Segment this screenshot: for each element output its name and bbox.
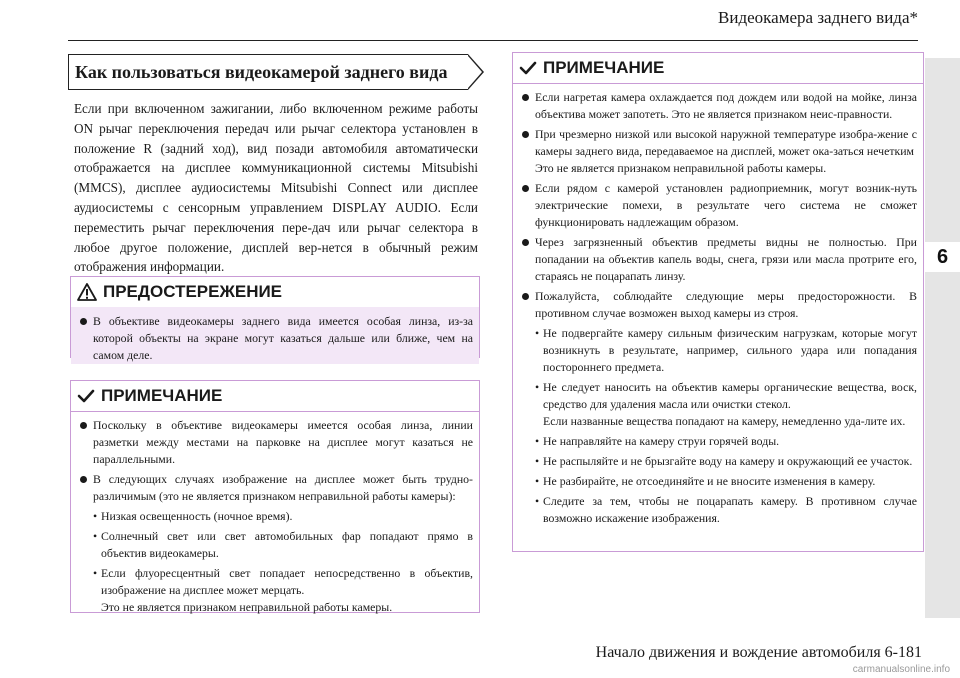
note-left-sub-3: • Если флуоресцентный свет попадает непосредственно в объектив, изображение на дисплее может мерцать. xyxy=(77,565,473,599)
check-note-icon xyxy=(77,389,95,403)
note-right-item-5: Пожалуйста, соблюдайте следующие меры предосторожности. В противном случае возможен выход камеры из строя. xyxy=(519,288,917,322)
intro-paragraph: Если при включенном зажигании, либо включенном режиме работы ON рычаг переключения передач или рычаг селектора установлен в положение R (задний ход), вид позади автомобиля автоматически отображается на дисплее коммуникационной системы Mitsubishi (MMCS), дисплее аудиосистемы Mitsubishi Connect или дисплее аудиосистемы с сенсорным управлением DISPLAY AUDIO. Если переместить рычаг переключения пере-дач или рычаг селектора в любое другое положение, дисплей вер-нется в обычный режим отображения информации. xyxy=(74,101,478,275)
note-left-sub-1: • Низкая освещенность (ночное время). xyxy=(77,508,473,525)
page-header-title: Видеокамера заднего вида* xyxy=(718,8,918,27)
note-right-item-1: Если нагретая камера охлаждается под дождем или водой на мойке, линза объектива может запотеть. Это не является признаком неис-правности. xyxy=(519,89,917,123)
note-box-left xyxy=(70,380,480,613)
note-right-sub-3: • Не направляйте на камеру струи горячей воды. xyxy=(519,433,917,450)
note-right-sub-5: • Не разбирайте, не отсоединяйте и не вносите изменения в камеру. xyxy=(519,473,917,490)
note-right-body xyxy=(513,84,923,527)
note-left-sub-2: • Солнечный свет или свет автомобильных фар попадают прямо в объектив видеокамеры. xyxy=(77,528,473,562)
note-left-sub-3-note: Это не является признаком неправильной работы камеры. xyxy=(101,600,393,614)
note-right-header xyxy=(513,53,923,80)
note-right-sub-6: • Следите за тем, чтобы не поцарапать камеру. В противном случае возможно искажение изображения. xyxy=(519,493,917,527)
note-right-item-4: Через загрязненный объектив предметы видны не полностью. При попадании на объектив капель воды, снега, грязи или масла протрите его, стараясь не поцарапать линзу. xyxy=(519,234,917,285)
note-right-item-2-note: Это не является признаком неправильной работы камеры. xyxy=(535,161,827,175)
note-left-body xyxy=(71,412,479,616)
section-heading-text: Как пользоваться видеокамерой заднего вида xyxy=(75,62,448,82)
note-right-item-3: Если рядом с камерой установлен радиоприемник, могут возник-нуть электрические помехи, в результате чего система не сможет функционировать надлежащим образом. xyxy=(519,180,917,231)
chapter-number: 6 xyxy=(925,242,960,272)
check-note-icon xyxy=(519,61,537,75)
note-right-sub-4: • Не распыляйте и не брызгайте воду на камеру и окружающий ее участок. xyxy=(519,453,917,470)
note-left-header xyxy=(71,381,479,408)
page-footer: Начало движения и вождение автомобиля 6-181 xyxy=(595,644,922,661)
note-right-sub-2: • Не следует наносить на объектив камеры органические вещества, воск, средство для удаления масла или очистки стекол. xyxy=(519,379,917,413)
caution-item: В объективе видеокамеры заднего вида имеется особая линза, из-за которой объекты на экране могут казаться дальше или ближе, чем на самом деле. xyxy=(77,313,473,364)
note-left-item-2: В следующих случаях изображение на дисплее может быть трудно-различимым (это не является признаком неправильной работы камеры): xyxy=(77,471,473,505)
chapter-side-tab xyxy=(925,58,960,618)
note-right-title: ПРИМЕЧАНИЕ xyxy=(543,58,665,77)
caution-header xyxy=(71,277,479,304)
note-right-sub-1: • Не подвергайте камеру сильным физическим нагрузкам, которые могут возникнуть в результате, например, сильного удара или попадания постороннего предмета. xyxy=(519,325,917,376)
header-divider xyxy=(68,40,918,41)
caution-body xyxy=(71,308,479,364)
note-box-right xyxy=(512,52,924,552)
note-right-sub-2-note: Если названные вещества попадают на камеру, немедленно уда-лите их. xyxy=(543,414,906,428)
section-heading xyxy=(68,54,468,90)
note-left-item-1: Поскольку в объективе видеокамеры имеется особая линза, линии разметки между местами на парковке на дисплее могут казаться не параллельными. xyxy=(77,417,473,468)
note-left-title: ПРИМЕЧАНИЕ xyxy=(101,386,223,405)
caution-title: ПРЕДОСТЕРЕЖЕНИЕ xyxy=(103,282,283,301)
caution-box xyxy=(70,276,480,362)
note-right-item-2: При чрезмерно низкой или высокой наружной температуре изобра-жение с камеры заднего вида, передаваемое на дисплей, может ока-заться нечетким xyxy=(519,126,917,160)
warning-triangle-icon xyxy=(77,283,97,301)
watermark: carmanualsonline.info xyxy=(852,664,950,675)
